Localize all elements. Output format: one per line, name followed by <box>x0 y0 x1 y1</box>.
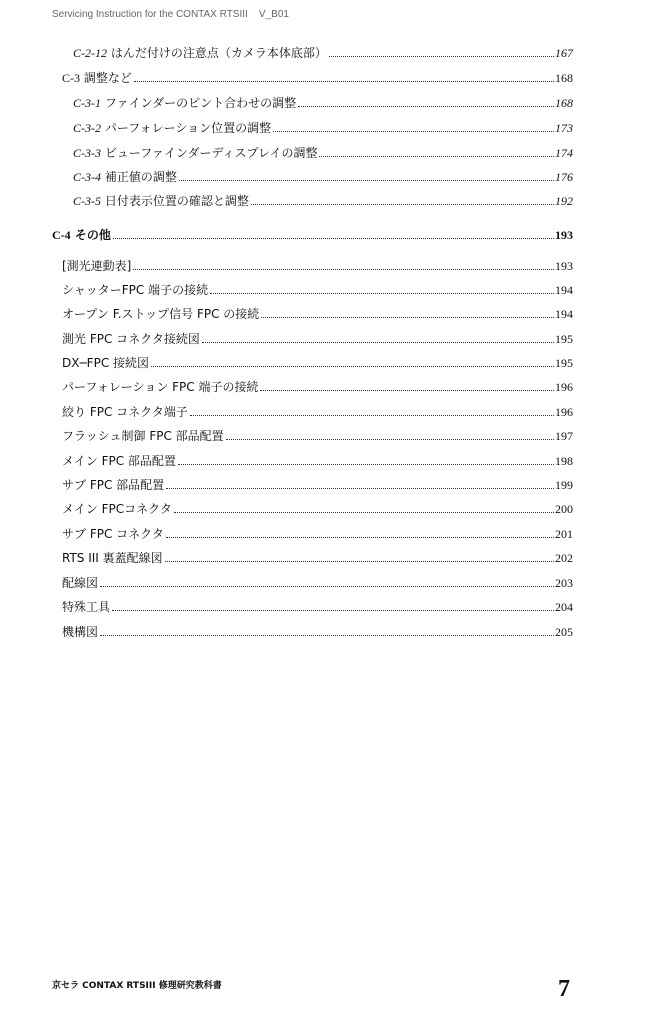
toc-entry[interactable] <box>62 379 573 395</box>
toc-entry-title <box>62 306 259 322</box>
dot-leader <box>174 512 554 513</box>
dot-leader <box>260 390 554 391</box>
toc-entry-page: 200 <box>555 502 573 516</box>
toc-entry-label: 配線図 <box>62 576 99 590</box>
toc-entry-label: オープン F.ストップ信号 FPC の接続 <box>62 307 260 321</box>
toc-entry-title <box>73 45 327 61</box>
toc-entry[interactable] <box>73 95 573 111</box>
toc-entry[interactable] <box>62 404 573 420</box>
toc-entry-page: 198 <box>555 454 573 468</box>
dot-leader <box>319 156 554 157</box>
toc-entry-title <box>62 282 208 298</box>
toc-entry-label: パーフォレーション位置の調整 <box>104 121 272 135</box>
toc-entry-label: 特殊工具 <box>62 600 111 614</box>
toc-entry-label: パーフォレーション FPC 端子の接続 <box>62 380 259 394</box>
toc-entry-title <box>73 193 249 209</box>
toc-entry-label: サブ FPC コネクタ <box>62 527 164 541</box>
toc-entry-title <box>62 624 98 640</box>
dot-leader <box>210 293 554 294</box>
dot-leader <box>165 561 554 562</box>
toc-entry-label: シャッターFPC 端子の接続 <box>62 283 209 297</box>
toc-entry-page: 192 <box>555 194 573 208</box>
toc-entry[interactable] <box>62 624 573 640</box>
toc-entry-title <box>62 453 176 469</box>
toc-entry[interactable] <box>62 331 573 347</box>
dot-leader <box>202 342 554 343</box>
toc-entry-title <box>62 550 163 566</box>
toc-entry-page: 196 <box>555 405 573 419</box>
toc-entry[interactable] <box>62 355 573 371</box>
dot-leader <box>151 366 554 367</box>
toc-entry[interactable] <box>73 120 573 136</box>
toc-entry-label: フラッシュ制御 FPC 部品配置 <box>62 429 224 443</box>
toc-entry-number: C-3-2 <box>73 121 101 135</box>
toc-entry-title <box>62 501 172 517</box>
toc-entry-page: 168 <box>555 96 573 110</box>
toc-entry-page: 199 <box>555 478 573 492</box>
toc-entry[interactable] <box>62 453 573 469</box>
toc-entry[interactable] <box>52 227 573 243</box>
dot-leader <box>298 106 554 107</box>
toc-entry-number: C-3 <box>62 71 80 85</box>
toc-entry-title <box>62 526 164 542</box>
toc-entry-title <box>73 145 317 161</box>
toc-entry-page: 204 <box>555 600 573 614</box>
toc-entry-title <box>62 428 224 444</box>
toc-entry-page: 173 <box>555 121 573 135</box>
toc-entry[interactable] <box>62 575 573 591</box>
toc-entry-number: C-4 <box>52 228 71 242</box>
toc-entry-title <box>73 95 296 111</box>
toc-entry-label: 測光 FPC コネクタ接続図 <box>62 332 200 346</box>
toc-entry-page: 193 <box>555 228 573 242</box>
toc-entry-number: C-3-5 <box>73 194 101 208</box>
dot-leader <box>134 81 554 82</box>
toc-entry-page: 195 <box>555 332 573 346</box>
dot-leader <box>133 269 554 270</box>
toc-entry[interactable] <box>62 501 573 517</box>
toc-entry-page: 194 <box>555 307 573 321</box>
dot-leader <box>261 317 554 318</box>
toc-entry-title <box>52 227 111 243</box>
toc-entry-title <box>62 477 164 493</box>
toc-entry-title <box>62 599 110 615</box>
dot-leader <box>179 180 554 181</box>
toc-entry-label: 調整など <box>83 71 132 85</box>
dot-leader <box>113 238 554 239</box>
running-header: Servicing Instruction for the CONTAX RTSIII V_B01 <box>52 9 289 20</box>
toc-entry[interactable] <box>73 193 573 209</box>
toc-entry-number: C-3-4 <box>73 170 101 184</box>
toc-entry-page: 197 <box>555 429 573 443</box>
toc-entry-page: 195 <box>555 356 573 370</box>
toc-entry-title <box>62 331 200 347</box>
toc-entry-label: DX─FPC 接続図 <box>62 356 150 370</box>
toc-entry-number: C-2-12 <box>73 46 107 60</box>
dot-leader <box>329 56 554 57</box>
toc-entry-page: 203 <box>555 576 573 590</box>
dot-leader <box>166 488 554 489</box>
toc-entry-page: 167 <box>555 46 573 60</box>
toc-entry-title <box>62 404 188 420</box>
dot-leader <box>178 464 554 465</box>
dot-leader <box>190 415 554 416</box>
toc-entry-title <box>62 379 258 395</box>
toc-entry-page: 168 <box>555 71 573 85</box>
toc-entry-number: C-3-1 <box>73 96 101 110</box>
toc-entry-title <box>62 355 149 371</box>
toc-entry[interactable] <box>73 145 573 161</box>
toc-entry-label: はんだ付けの注意点（カメラ本体底部） <box>110 46 327 60</box>
toc-entry-title <box>62 70 132 86</box>
toc-entry-page: 202 <box>555 551 573 565</box>
page-number: 7 <box>558 976 570 1002</box>
dot-leader <box>166 537 554 538</box>
toc-entry-page: 201 <box>555 527 573 541</box>
toc-entry-label: メイン FPC 部品配置 <box>62 454 176 468</box>
toc-entry[interactable] <box>62 477 573 493</box>
toc-entry[interactable] <box>62 70 573 86</box>
toc-entry[interactable] <box>62 526 573 542</box>
toc-entry[interactable] <box>62 258 573 274</box>
dot-leader <box>251 204 554 205</box>
toc-entry-label: 絞り FPC コネクタ端子 <box>62 405 188 419</box>
toc-entry-number: C-3-3 <box>73 146 101 160</box>
toc-entry-title <box>62 575 98 591</box>
toc-entry-label: [測光連動表] <box>62 259 132 273</box>
toc-entry[interactable] <box>62 599 573 615</box>
toc-entry-label: 日付表示位置の確認と調整 <box>104 194 249 208</box>
toc-entry-label: ファインダーのピント合わせの調整 <box>104 96 297 110</box>
toc-entry[interactable] <box>62 428 573 444</box>
toc-entry-title <box>62 258 131 274</box>
dot-leader <box>273 131 554 132</box>
toc-entry-page: 194 <box>555 283 573 297</box>
toc-entry-label: 機構図 <box>62 625 99 639</box>
toc-entry-label: サブ FPC 部品配置 <box>62 478 165 492</box>
dot-leader <box>100 635 554 636</box>
toc-entry[interactable] <box>62 306 573 322</box>
toc-entry-page: 196 <box>555 380 573 394</box>
toc-entry[interactable] <box>73 169 573 185</box>
toc-entry-page: 174 <box>555 146 573 160</box>
dot-leader <box>226 439 554 440</box>
toc-entry-label: RTS III 裏蓋配線図 <box>62 551 163 565</box>
toc-entry-page: 176 <box>555 170 573 184</box>
toc-entry-label: ビューファインダーディスプレイの調整 <box>104 146 318 160</box>
footer-title: 京セラ CONTAX RTSIII 修理研究教科書 <box>52 981 222 991</box>
toc-entry-label: メイン FPCコネクタ <box>62 502 172 516</box>
dot-leader <box>100 586 554 587</box>
toc-entry[interactable] <box>73 45 573 61</box>
toc-entry-page: 193 <box>555 259 573 273</box>
toc-entry[interactable] <box>62 550 573 566</box>
toc-entry-title <box>73 169 177 185</box>
toc-entry-title <box>73 120 271 136</box>
toc-entry-page: 205 <box>555 625 573 639</box>
toc-entry-label: 補正値の調整 <box>104 170 177 184</box>
toc-entry[interactable] <box>62 282 573 298</box>
dot-leader <box>112 610 554 611</box>
toc-entry-label: その他 <box>74 228 111 242</box>
